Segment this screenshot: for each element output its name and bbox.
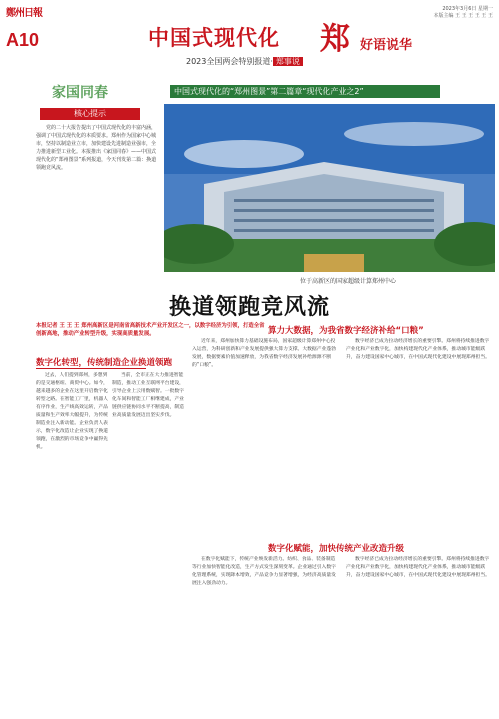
body-column-1: 过去，人们提到郑州，多想到的是交通枢纽、商贸中心。如今，越来越多的企业在这里开启数字化转型之路。在智能工厂里，机器人有序作业，生产线高效运转，产品质量和生产效率大幅提升，为传统制造业注入新动能。企业负责人表示，数字化改造让企业实现了换道领跑，在激烈的市场竞争中赢得先机。 (36, 373, 108, 450)
building-photo-art (164, 104, 495, 272)
series-strip: 中国式现代化的“郑州图景”第二篇章“现代化产业之2” (170, 85, 440, 98)
lead-paragraph: 本报记者 王 王 王 郑州高新区是河南省高新技术产业开发区之一，以数字经济为引领，打造全省创新高地，推动产业转型升级，实现高质量发展。 (36, 323, 265, 337)
hero-title: 中国式现代化 (148, 25, 280, 50)
meta-line: 本版主编 王 王 王 王 王 王 (433, 13, 493, 19)
building-photo (164, 104, 495, 272)
core-tip-label: 核心提示 (40, 108, 140, 120)
meta-line: 2023年3月6日 星期一 (442, 6, 493, 12)
body-column-4: 数字经济已成为拉动经济增长的重要引擎。郑州将持续推进数字产业化和产业数字化，加快构建现代化产业体系，推动城市能级跃升，奋力建设国家中心城市，在中国式现代化建设中展现郑州担当。 (346, 339, 490, 360)
hero-tail: 好语说华 (360, 38, 413, 53)
section-heading-2: 算力大数据，为我省数字经济补给“口粮” (268, 326, 424, 336)
page-meta (433, 6, 493, 20)
core-tip-text: 党的二十大报告提出了中国式现代化的丰富内涵，强调了中国式现代化的本质要求。郑州作为国家中心城市，坚持以制造业立市，加快建设先进制造业强市，全力推进新型工业化。本报推出《家国同春》——中国式现代化的“郑州图景”系列报道，今天刊发第二篇：换道领跑竞风流。 (36, 125, 157, 171)
section-heading-3: 数字化赋能，加快传统产业改造升级 (268, 544, 405, 554)
headline: 换道领跑竞风流 (168, 294, 330, 320)
newspaper-logo: 鄭州日報 (6, 8, 42, 19)
hero-char: 郑 (320, 22, 350, 57)
section-rule (36, 368, 146, 369)
body-column-6: 数字经济已成为拉动经济增长的重要引擎。郑州将持续推进数字产业化和产业数字化，加快构建现代化产业体系，推动城市能级跃升，奋力建设国家中心城市，在中国式现代化建设中展现郑州担当。 (346, 557, 490, 578)
body-column-2: 当前，全市正在大力推进智能制造，推动工业互联网平台建设，引导企业上云用数赋智。一批数字化车间和智能工厂相继建成，产业链供应链协同水平不断提高，制造业高质量发展迈出坚实步伐。 (112, 373, 184, 418)
subtitle-tag: 郑事说 (273, 57, 303, 66)
series-name: 家国同春 (52, 85, 108, 101)
section-heading-1: 数字化转型，传统制造企业换道领跑 (36, 358, 173, 368)
body-column-5: 在数字化赋能下，传统产业焕发新活力。纺织、食品、装备制造等行业加快智能化改造，生产方式发生深刻变革。企业通过引入数字化管理系统，实现降本增效，产品竞争力显著增强，为经济高质量发展注入强劲动力。 (192, 557, 336, 586)
subtitle-text: 2023全国两会特别报道· (186, 57, 273, 66)
subtitle (186, 56, 303, 67)
series-banner (0, 82, 499, 101)
photo-caption: 位于高新区的国家超级计算郑州中心 (300, 278, 397, 285)
masthead (0, 0, 499, 82)
body-column-3: 近年来，郑州加快算力基础设施布局，国家超级计算郑州中心投入运营，为科研创新和产业发展提供强大算力支撑。大数据产业蓬勃发展，数据要素价值加速释放，为我省数字经济发展补给源源不断的“口粮”。 (192, 339, 336, 368)
page-number: A10 (6, 30, 40, 50)
